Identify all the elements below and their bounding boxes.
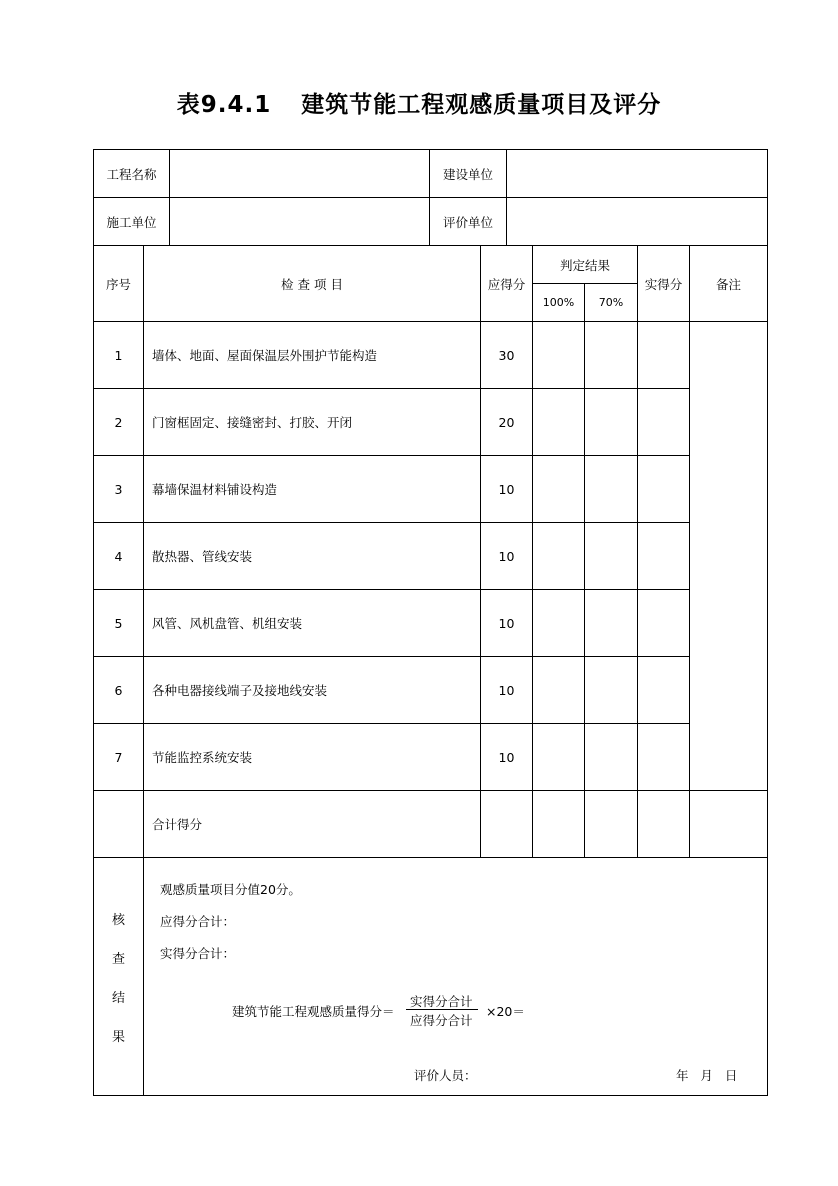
row-100-cell[interactable] — [533, 322, 585, 389]
total-label: 合计得分 — [144, 791, 481, 858]
row-seq: 4 — [94, 523, 144, 590]
row-seq: 2 — [94, 389, 144, 456]
row-actual-cell[interactable] — [638, 456, 690, 523]
constructor-field[interactable] — [170, 198, 430, 246]
review-line-due-total: 应得分合计： — [160, 914, 236, 929]
total-remark-cell[interactable] — [690, 791, 767, 858]
row-actual-cell[interactable] — [638, 724, 690, 791]
row-100-cell[interactable] — [533, 590, 585, 657]
row-seq: 6 — [94, 657, 144, 724]
review-formula — [232, 1002, 395, 1020]
row-70-cell[interactable] — [585, 657, 638, 724]
row-seq: 3 — [94, 456, 144, 523]
table-row — [94, 389, 767, 456]
evaluator-unit-field[interactable] — [507, 198, 767, 246]
evaluator-person-label: 评价人员： — [414, 1068, 477, 1083]
row-item: 幕墙保温材料铺设构造 — [144, 456, 481, 523]
col-actual: 实得分 — [638, 246, 690, 322]
total-due-cell[interactable] — [481, 791, 533, 858]
builder-label: 建设单位 — [430, 150, 507, 198]
header-row-constructor — [94, 198, 767, 246]
review-label-char: 查 — [111, 951, 125, 967]
row-70-cell[interactable] — [585, 724, 638, 791]
column-header-row — [94, 246, 767, 322]
row-due: 10 — [481, 724, 533, 791]
row-due: 10 — [481, 523, 533, 590]
remark-merged-cell[interactable] — [690, 322, 767, 791]
row-actual-cell[interactable] — [638, 590, 690, 657]
row-seq: 7 — [94, 724, 144, 791]
col-due: 应得分 — [481, 246, 533, 322]
review-line-score-value: 观感质量项目分值20分。 — [160, 882, 301, 897]
row-actual-cell[interactable] — [638, 657, 690, 724]
table-row — [94, 590, 767, 657]
table-row — [94, 456, 767, 523]
col-item: 检 查 项 目 — [144, 246, 481, 322]
table-row — [94, 724, 767, 791]
table-number: 表9.4.1 — [176, 92, 272, 118]
total-100-cell[interactable] — [533, 791, 585, 858]
date-label: 年 月 日 — [676, 1068, 738, 1083]
row-due: 30 — [481, 322, 533, 389]
page-title — [0, 86, 838, 119]
row-item: 风管、风机盘管、机组安装 — [144, 590, 481, 657]
table-title-text: 建筑节能工程观感质量项目及评分 — [301, 92, 662, 118]
formula-prefix: 建筑节能工程观感质量得分＝ — [232, 1004, 395, 1019]
row-70-cell[interactable] — [585, 523, 638, 590]
formula-numerator: 实得分合计 — [410, 994, 473, 1009]
row-due: 10 — [481, 456, 533, 523]
total-seq-cell — [94, 791, 144, 858]
total-70-cell[interactable] — [585, 791, 638, 858]
review-section — [94, 858, 767, 1095]
col-70: 70% — [585, 284, 638, 322]
project-name-label: 工程名称 — [94, 150, 170, 198]
col-judge: 判定结果 — [533, 246, 638, 284]
row-100-cell[interactable] — [533, 523, 585, 590]
table-row — [94, 657, 767, 724]
row-seq: 5 — [94, 590, 144, 657]
review-line-actual-total: 实得分合计： — [160, 946, 236, 961]
evaluator-unit-label: 评价单位 — [430, 198, 507, 246]
total-row — [94, 791, 767, 858]
row-100-cell[interactable] — [533, 456, 585, 523]
total-actual-cell[interactable] — [638, 791, 690, 858]
col-seq: 序号 — [94, 246, 144, 322]
row-seq: 1 — [94, 322, 144, 389]
row-100-cell[interactable] — [533, 389, 585, 456]
row-due: 10 — [481, 657, 533, 724]
row-due: 10 — [481, 590, 533, 657]
row-70-cell[interactable] — [585, 456, 638, 523]
row-actual-cell[interactable] — [638, 389, 690, 456]
builder-field[interactable] — [507, 150, 767, 198]
row-100-cell[interactable] — [533, 724, 585, 791]
col-100: 100% — [533, 284, 585, 322]
review-label-char: 结 — [111, 990, 125, 1006]
review-label-char: 核 — [111, 912, 125, 928]
table-row — [94, 523, 767, 590]
row-item: 节能监控系统安装 — [144, 724, 481, 791]
row-70-cell[interactable] — [585, 389, 638, 456]
formula-suffix: ×20＝ — [486, 1004, 525, 1019]
evaluation-table — [93, 149, 768, 1096]
formula-denominator: 应得分合计 — [410, 1013, 473, 1028]
row-item: 门窗框固定、接缝密封、打胶、开闭 — [144, 389, 481, 456]
row-item: 墙体、地面、屋面保温层外围护节能构造 — [144, 322, 481, 389]
header-row-project — [94, 150, 767, 198]
row-70-cell[interactable] — [585, 322, 638, 389]
row-actual-cell[interactable] — [638, 322, 690, 389]
project-name-field[interactable] — [170, 150, 430, 198]
constructor-label: 施工单位 — [94, 198, 170, 246]
review-label-char: 果 — [111, 1029, 125, 1045]
review-vertical-label — [94, 858, 144, 1095]
col-remark: 备注 — [690, 246, 767, 322]
table-row — [94, 322, 767, 389]
row-due: 20 — [481, 389, 533, 456]
row-item: 各种电器接线端子及接地线安装 — [144, 657, 481, 724]
row-item: 散热器、管线安装 — [144, 523, 481, 590]
row-actual-cell[interactable] — [638, 523, 690, 590]
row-100-cell[interactable] — [533, 657, 585, 724]
row-70-cell[interactable] — [585, 590, 638, 657]
